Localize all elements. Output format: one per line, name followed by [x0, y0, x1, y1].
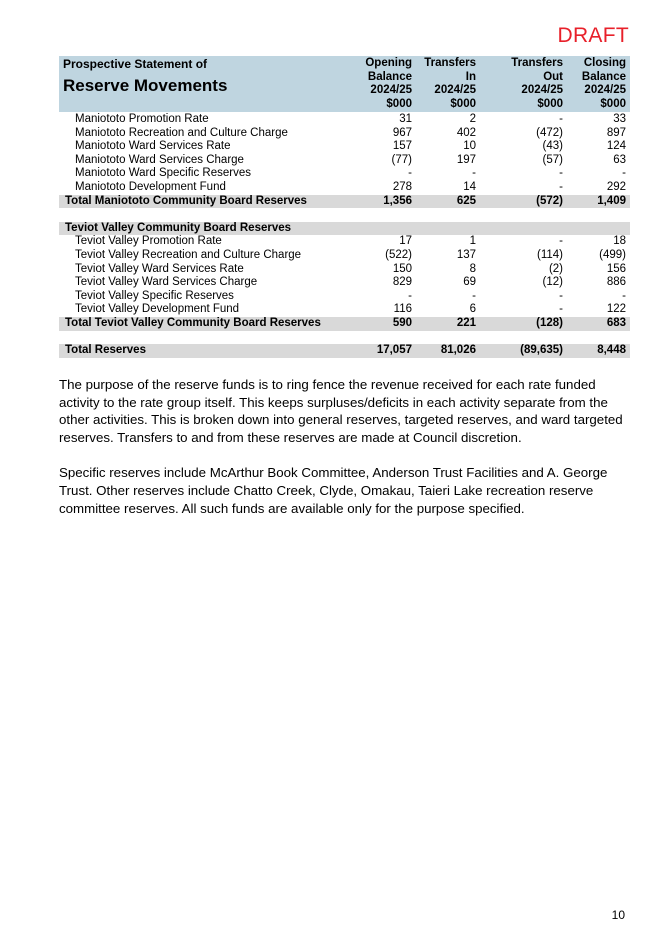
row-value: 124 [606, 140, 626, 153]
row-value: 967 [392, 126, 412, 139]
col-header-transfers-in: Transfers In 2024/25 $000 [424, 57, 476, 110]
row-value: 1,409 [597, 194, 626, 207]
row-value: 625 [456, 194, 476, 207]
row-value: - [559, 303, 563, 316]
col-header-opening: Opening Balance 2024/25 $000 [365, 57, 412, 110]
row-value: (57) [542, 153, 563, 166]
row-value: 1,356 [383, 194, 412, 207]
page-number: 10 [611, 908, 625, 922]
row-label: Maniototo Ward Services Charge [75, 153, 244, 166]
row-value: 122 [606, 303, 626, 316]
row-value: 278 [392, 180, 412, 193]
row-value: 897 [606, 126, 626, 139]
row-value: 157 [392, 140, 412, 153]
row-label: Teviot Valley Specific Reserves [75, 289, 234, 302]
teviot-total-row [59, 317, 630, 331]
table-row [59, 181, 630, 195]
row-value: 6 [469, 303, 476, 316]
row-value: 402 [456, 126, 476, 139]
row-label: Teviot Valley Recreation and Culture Charge [75, 248, 302, 261]
row-value: - [472, 167, 476, 180]
row-value: - [559, 289, 563, 302]
table-row [59, 290, 630, 304]
row-value: 886 [606, 276, 626, 289]
teviot-section-heading: Teviot Valley Community Board Reserves [59, 222, 630, 236]
table-row [59, 154, 630, 168]
row-value: 17 [399, 235, 412, 248]
table-title-line2: Reserve Movements [63, 76, 228, 95]
paragraph-purpose: The purpose of the reserve funds is to ring fence the revenue received for each rate funded activity to the rate group itself. This keeps surpluses/deficits in each activity separate from the other activities. This is broken down into general reserves, targeted reserves, and ward targeted reserves. Transfers to and from these reserves are made at Council discretion. [59, 377, 623, 445]
row-label: Total Reserves [65, 344, 146, 357]
row-value: - [622, 167, 626, 180]
row-value: 221 [456, 316, 476, 329]
row-label: Maniototo Ward Specific Reserves [75, 167, 251, 180]
teviot-rows [59, 235, 630, 317]
row-value: 8 [469, 262, 476, 275]
row-value: 150 [392, 262, 412, 275]
row-value: 292 [606, 180, 626, 193]
row-value: (43) [542, 140, 563, 153]
row-value: (472) [536, 126, 563, 139]
draft-watermark: DRAFT [557, 24, 629, 47]
table-row [59, 167, 630, 181]
spacer [59, 208, 630, 222]
row-value: 10 [463, 140, 476, 153]
row-value: - [622, 289, 626, 302]
table-row [59, 127, 630, 141]
row-value: 33 [613, 113, 626, 125]
row-label: Teviot Valley Ward Services Charge [75, 276, 258, 289]
row-value: (114) [537, 248, 563, 261]
col-header-transfers-out: Transfers Out 2024/25 $000 [511, 57, 563, 110]
row-value: (128) [536, 316, 563, 329]
row-value: 63 [613, 153, 626, 166]
table-title-line1: Prospective Statement of [63, 57, 208, 71]
row-value: 2 [469, 113, 476, 125]
row-value: - [559, 167, 563, 180]
row-value: - [472, 289, 476, 302]
spacer [59, 331, 630, 345]
maniototo-rows [59, 113, 630, 195]
row-value: 81,026 [440, 344, 476, 357]
row-value: 31 [399, 113, 412, 125]
row-value: - [408, 289, 412, 302]
paragraph-specific-reserves: Specific reserves include McArthur Book Committee, Anderson Trust Facilities and A. George Trust. Other reserves include Chatto Creek, Clyde, Omakau, Taieri Lake recreation reserve committee reserves. All such funds are available only for the purpose specified. [59, 465, 608, 516]
row-value: - [408, 167, 412, 180]
table-row [59, 249, 630, 263]
table-row [59, 276, 630, 290]
row-value: 17,057 [376, 344, 412, 357]
row-value: 829 [392, 276, 412, 289]
row-value: 8,448 [597, 344, 626, 357]
row-value: 116 [393, 303, 412, 316]
row-label: Maniototo Ward Services Rate [75, 140, 231, 153]
row-label: Total Maniototo Community Board Reserves [65, 194, 307, 207]
row-value: (12) [542, 276, 563, 289]
row-value: - [559, 235, 563, 248]
maniototo-total-row [59, 195, 630, 209]
table-row [59, 263, 630, 277]
row-label: Teviot Valley Development Fund [75, 303, 240, 316]
row-label: Total Teviot Valley Community Board Reserves [65, 316, 321, 329]
row-value: 14 [463, 180, 476, 193]
row-label: Teviot Valley Promotion Rate [75, 235, 222, 248]
row-value: (572) [536, 194, 563, 207]
table-row [59, 140, 630, 154]
row-value: (499) [599, 248, 626, 261]
reserve-movements-table [59, 56, 630, 358]
table-row [59, 235, 630, 249]
row-value: 137 [456, 248, 476, 261]
row-label: Teviot Valley Ward Services Rate [75, 262, 244, 275]
row-value: 683 [606, 316, 626, 329]
body-text [59, 376, 634, 535]
row-value: 18 [613, 235, 626, 248]
grand-total-row [59, 344, 630, 358]
row-label: Maniototo Development Fund [75, 180, 226, 193]
row-value: 197 [456, 153, 476, 166]
row-value: - [559, 180, 563, 193]
row-value: 156 [606, 262, 626, 275]
row-label: Maniototo Promotion Rate [75, 113, 209, 125]
row-value: (2) [548, 262, 563, 275]
row-value: (522) [385, 248, 412, 261]
row-value: (89,635) [520, 344, 563, 357]
row-value: 69 [463, 276, 476, 289]
table-header [59, 56, 630, 113]
row-value: - [559, 113, 563, 125]
table-row [59, 303, 630, 317]
row-value: 590 [392, 316, 412, 329]
row-value: (77) [391, 153, 412, 166]
col-header-closing: Closing Balance 2024/25 $000 [581, 57, 626, 110]
table-row [59, 113, 630, 127]
row-label: Maniototo Recreation and Culture Charge [75, 126, 288, 139]
row-value: 1 [469, 235, 476, 248]
